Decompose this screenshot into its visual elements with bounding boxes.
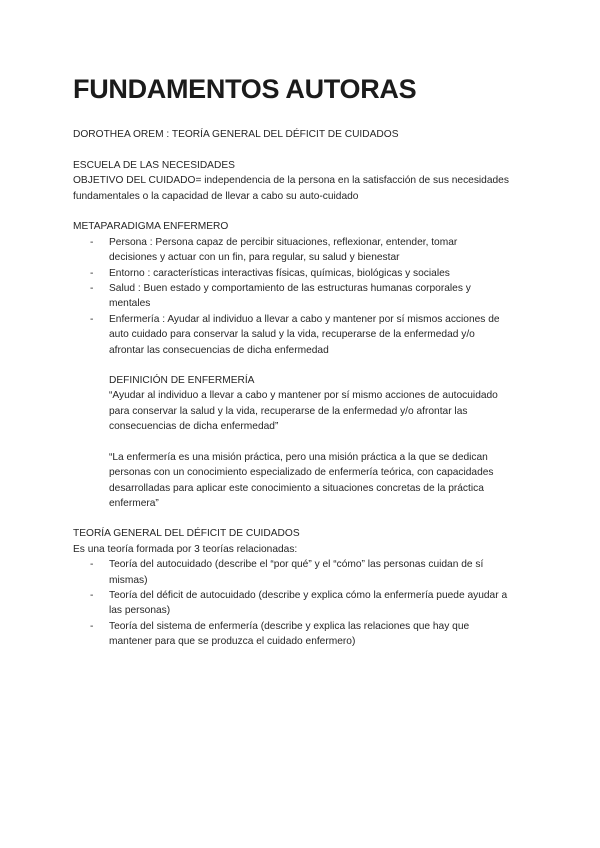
- school-heading: ESCUELA DE LAS NECESIDADES: [73, 160, 235, 171]
- theory-intro: Es una teoría formada por 3 teorías relacionadas:: [73, 544, 298, 555]
- definition-quote: desarrolladas para aplicar este conocimiento a situaciones concretas de la práctica: [109, 483, 484, 494]
- metaparadigm-item-enfermeria: afrontar las consecuencias de dicha enfermedad: [109, 345, 329, 356]
- metaparadigm-item-salud: mentales: [109, 298, 151, 309]
- bullet-dash: -: [90, 314, 94, 325]
- metaparadigm-item-persona: Persona : Persona capaz de percibir situaciones, reflexionar, entender, tomar: [109, 237, 458, 248]
- definition-quote: personas con un conocimiento especializado de enfermería teórica, con capacidades: [109, 467, 494, 478]
- bullet-dash: -: [90, 283, 94, 294]
- definition-heading: DEFINICIÓN DE ENFERMERÍA: [109, 375, 255, 386]
- theory-item: Teoría del sistema de enfermería (describe y explica las relaciones que hay que: [109, 621, 470, 632]
- author-heading: DOROTHEA OREM : TEORÍA GENERAL DEL DÉFICIT DE CUIDADOS: [73, 129, 399, 140]
- theory-item: mantener para que se produzca el cuidado enfermero): [109, 636, 356, 647]
- metaparadigm-item-salud: Salud : Buen estado y comportamiento de las estructuras humanas corporales y: [109, 283, 471, 294]
- definition-quote: “La enfermería es una misión práctica, pero una misión práctica a la que se dedican: [109, 452, 488, 463]
- objective-line: fundamentales o la capacidad de llevar a cabo su auto-cuidado: [73, 191, 359, 202]
- theory-item: Teoría del déficit de autocuidado (describe y explica cómo la enfermería puede ayudar a: [109, 590, 508, 601]
- bullet-dash: -: [90, 590, 94, 601]
- definition-quote: consecuencias de dicha enfermedad”: [109, 421, 279, 432]
- definition-quote: “Ayudar al individuo a llevar a cabo y mantener por sí mismo acciones de autocuidado: [109, 390, 498, 401]
- theory-item: mismas): [109, 575, 148, 586]
- definition-quote: para conservar la salud y la vida, recuperarse de la enfermedad y/o afrontar las: [109, 406, 468, 417]
- theory-heading: TEORÍA GENERAL DEL DÉFICIT DE CUIDADOS: [73, 528, 300, 539]
- metaparadigm-heading: METAPARADIGMA ENFERMERO: [73, 221, 229, 232]
- metaparadigm-item-enfermeria: auto cuidado para conservar la salud y la vida, recuperarse de la enfermedad y/o: [109, 329, 475, 340]
- bullet-dash: -: [90, 237, 94, 248]
- bullet-dash: -: [90, 268, 94, 279]
- definition-quote: enfermera”: [109, 498, 159, 509]
- bullet-dash: -: [90, 621, 94, 632]
- metaparadigm-item-enfermeria: Enfermería : Ayudar al individuo a llevar a cabo y mantener por sí mismos acciones de: [109, 314, 500, 325]
- objective-line: OBJETIVO DEL CUIDADO= independencia de la persona en la satisfacción de sus necesidades: [73, 175, 509, 186]
- theory-item: las personas): [109, 605, 171, 616]
- page-title: FUNDAMENTOS AUTORAS: [73, 74, 417, 104]
- metaparadigm-item-persona: decisiones y actuar con un fin, para regular, su salud y bienestar: [109, 252, 400, 263]
- theory-item: Teoría del autocuidado (describe el “por qué” y el “cómo” las personas cuidan de sí: [109, 559, 484, 570]
- bullet-dash: -: [90, 559, 94, 570]
- metaparadigm-item-entorno: Entorno : características interactivas físicas, químicas, biológicas y sociales: [109, 268, 450, 279]
